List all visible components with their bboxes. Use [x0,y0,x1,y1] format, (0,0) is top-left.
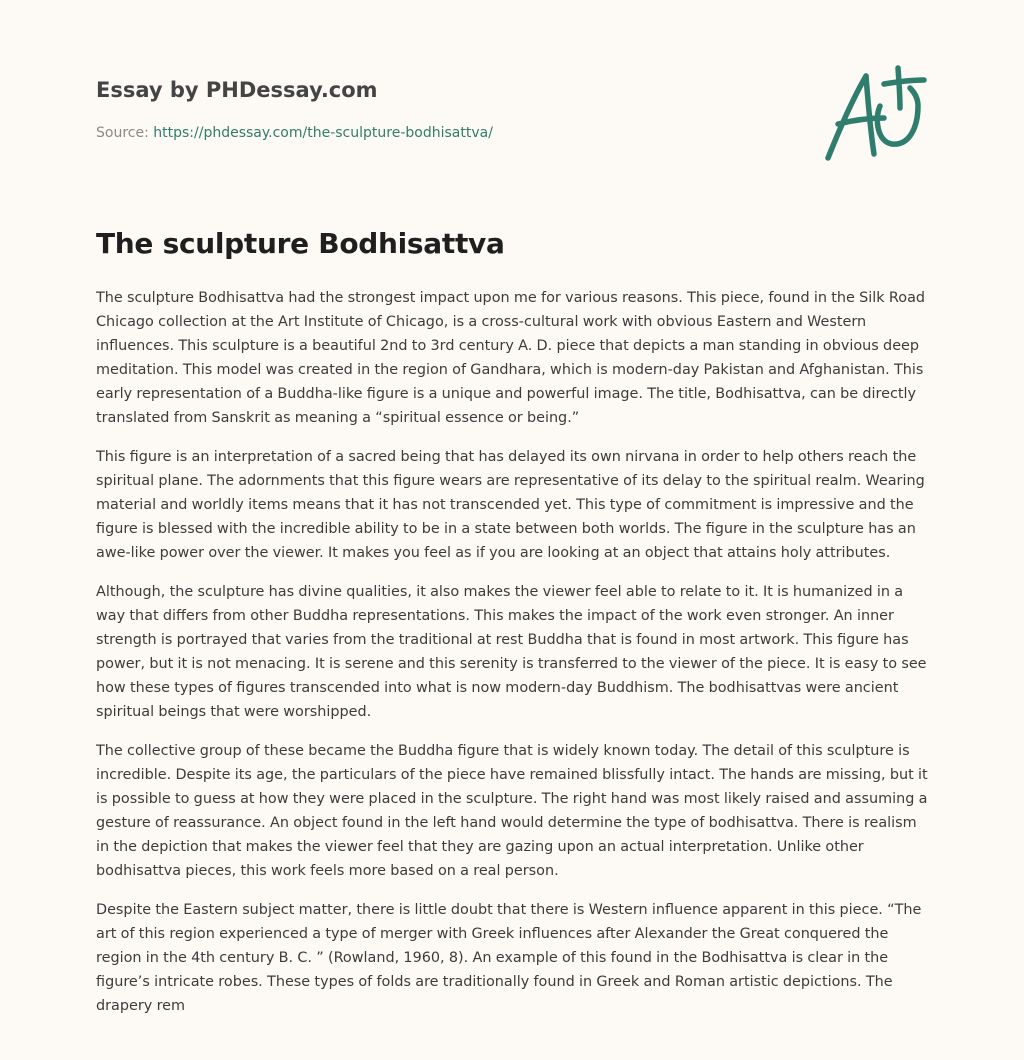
source-label: Source: [96,125,149,141]
page-header [96,76,796,143]
article-title: The sculpture Bodhisattva [96,227,505,260]
paragraph: The collective group of these became the Buddha figure that is widely known today. The detail of this sculpture is incredible. Despite its age, the particulars of the piece have remained blissfully intact. The hands are missing, but it is possible to guess at how they were placed in the sculpture. The right hand was most likely raised and assuming a gesture of reassurance. An object found in the left hand would determine the type of bodhisattva. There is realism in the depiction that makes the viewer feel that they are gazing upon an actual interpretation. Unlike other bodhisattva pieces, this work feels more based on a real person. [96,743,928,879]
essay-article [96,224,928,1033]
site-title: Essay by PHDessay.com [96,78,378,102]
a-plus-logo-icon [818,62,934,170]
paragraph: This figure is an interpretation of a sacred being that has delayed its own nirvana in order to help others reach the spiritual plane. The adornments that this figure wears are representative of its delay to the spiritual realm. Wearing material and worldly items means that it has not transcended yet. This type of commitment is impressive and the figure is blessed with the incredible ability to be in a state between both worlds. The figure in the sculpture has an awe-like power over the viewer. It makes you feel as if you are looking at an object that attains holy attributes. [96,449,925,561]
source-link[interactable]: https://phdessay.com/the-sculpture-bodhisattva/ [153,125,493,141]
paragraph: Despite the Eastern subject matter, there is little doubt that there is Western influence apparent in this piece. “The art of this region experienced a type of merger with Greek influences after Alexander the Great conquered the region in the 4th century B. C. ” (Rowland, 1960, 8). An example of this found in the Bodhisattva is clear in the figure’s intricate robes. These types of folds are traditionally found in Greek and Roman artistic depictions. The drapery rem [96,902,922,1014]
paragraph: Although, the sculpture has divine qualities, it also makes the viewer feel able to relate to it. It is humanized in a way that differs from other Buddha representations. This makes the impact of the work even stronger. An inner strength is portrayed that varies from the traditional at rest Buddha that is found in most artwork. This figure has power, but it is not menacing. It is serene and this serenity is transferred to the viewer of the piece. It is easy to see how these types of figures transcended into what is now modern-day Buddhism. The bodhisattvas were ancient spiritual beings that were worshipped. [96,584,927,720]
source-line [96,123,796,143]
paragraph: The sculpture Bodhisattva had the strongest impact upon me for various reasons. This piece, found in the Silk Road Chicago collection at the Art Institute of Chicago, is a cross-cultural work with obvious Eastern and Western influences. This sculpture is a beautiful 2nd to 3rd century A. D. piece that depicts a man standing in obvious deep meditation. This model was created in the region of Gandhara, which is modern-day Pakistan and Afghanistan. This early representation of a Buddha-like figure is a unique and powerful image. The title, Bodhisattva, can be directly translated from Sanskrit as meaning a “spiritual essence or being.” [96,290,926,426]
